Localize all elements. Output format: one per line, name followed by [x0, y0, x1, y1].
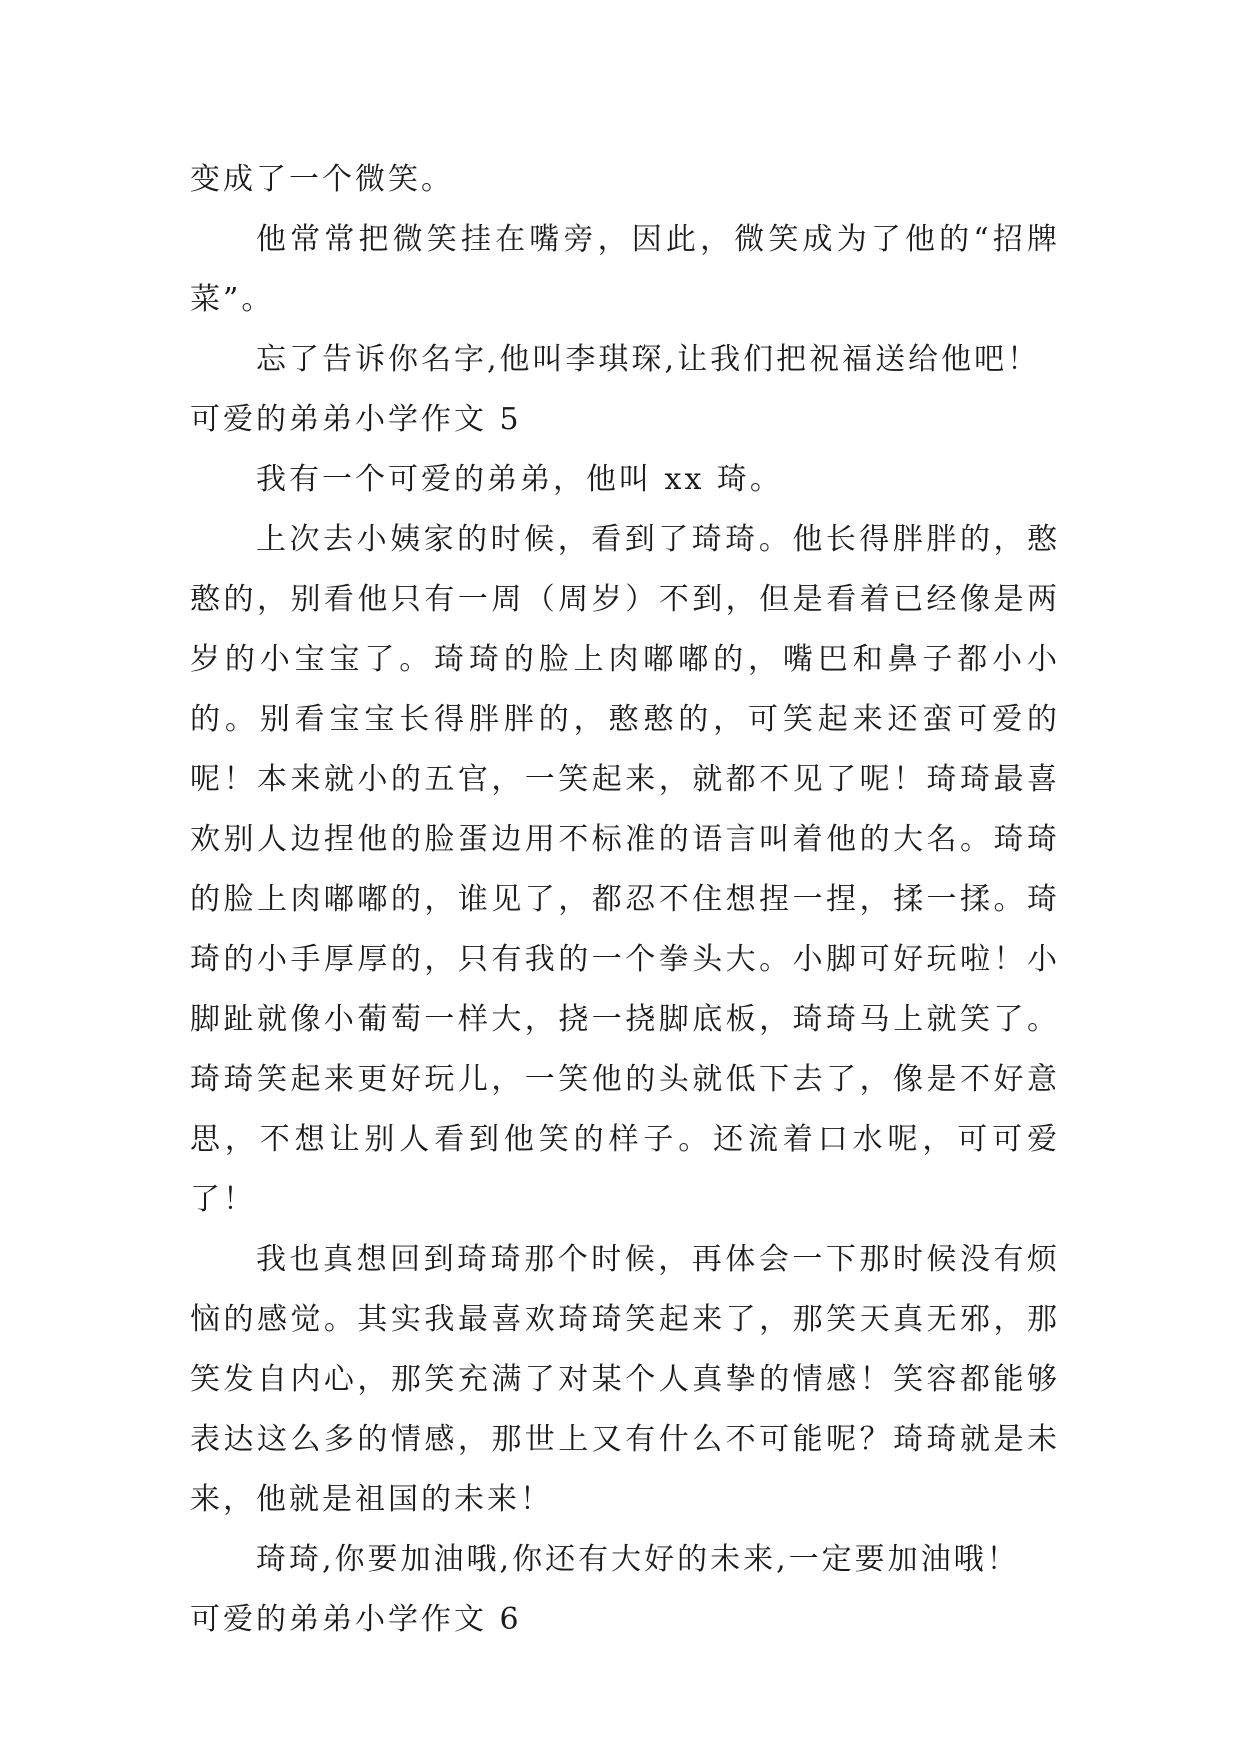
paragraph-reflection: 我也真想回到琦琦那个时候，再体会一下那时候没有烦恼的感觉。其实我最喜欢琦琦笑起来了，那笑天真无邪，那笑发自内心，那笑充满了对某个人真挚的情感！笑容都能够表达这么多的情感，那世上又有什么不可能呢？琦琦就是未来，他就是祖国的未来！: [190, 1242, 1060, 1517]
paragraph-signature-smile: 他常常把微笑挂在嘴旁，因此，微笑成为了他的“招牌菜”。: [190, 222, 1060, 317]
paragraph-intro-brother: 我有一个可爱的弟弟，他叫 xx 琦。: [256, 462, 783, 497]
paragraph-description-qiqi: 上次去小姨家的时候，看到了琦琦。他长得胖胖的，憨憨的，别看他只有一周（周岁）不到，但是看着已经像是两岁的小宝宝了。琦琦的脸上肉嘟嘟的，嘴巴和鼻子都小小的。别看宝宝长得胖胖的，憨憨的，可笑起来还蛮可爱的呢！本来就小的五官，一笑起来，就都不见了呢！琦琦最喜欢别人边捏他的脸蛋边用不标准的语言叫着他的大名。琦琦的脸上肉嘟嘟的，谁见了，都忍不住想捏一捏，揉一揉。琦琦的小手厚厚的，只有我的一个拳头大。小脚可好玩啦！小脚趾就像小葡萄一样大，挠一挠脚底板，琦琦马上就笑了。琦琦笑起来更好玩儿，一笑他的头就低下去了，像是不好意思，不想让别人看到他笑的样子。还流着口水呢，可可爱了！: [190, 522, 1060, 1217]
paragraph-encouragement: 琦琦,你要加油哦,你还有大好的未来,一定要加油哦！: [256, 1542, 1020, 1577]
essay-heading-6: 可爱的弟弟小学作文 6: [190, 1602, 522, 1637]
paragraph-name-blessing: 忘了告诉你名字,他叫李琪琛,让我们把祝福送给他吧！: [256, 342, 1041, 377]
document-body: [190, 150, 1060, 1650]
paragraph-continuation: 变成了一个微笑。: [190, 162, 454, 197]
essay-heading-5: 可爱的弟弟小学作文 5: [190, 402, 522, 437]
